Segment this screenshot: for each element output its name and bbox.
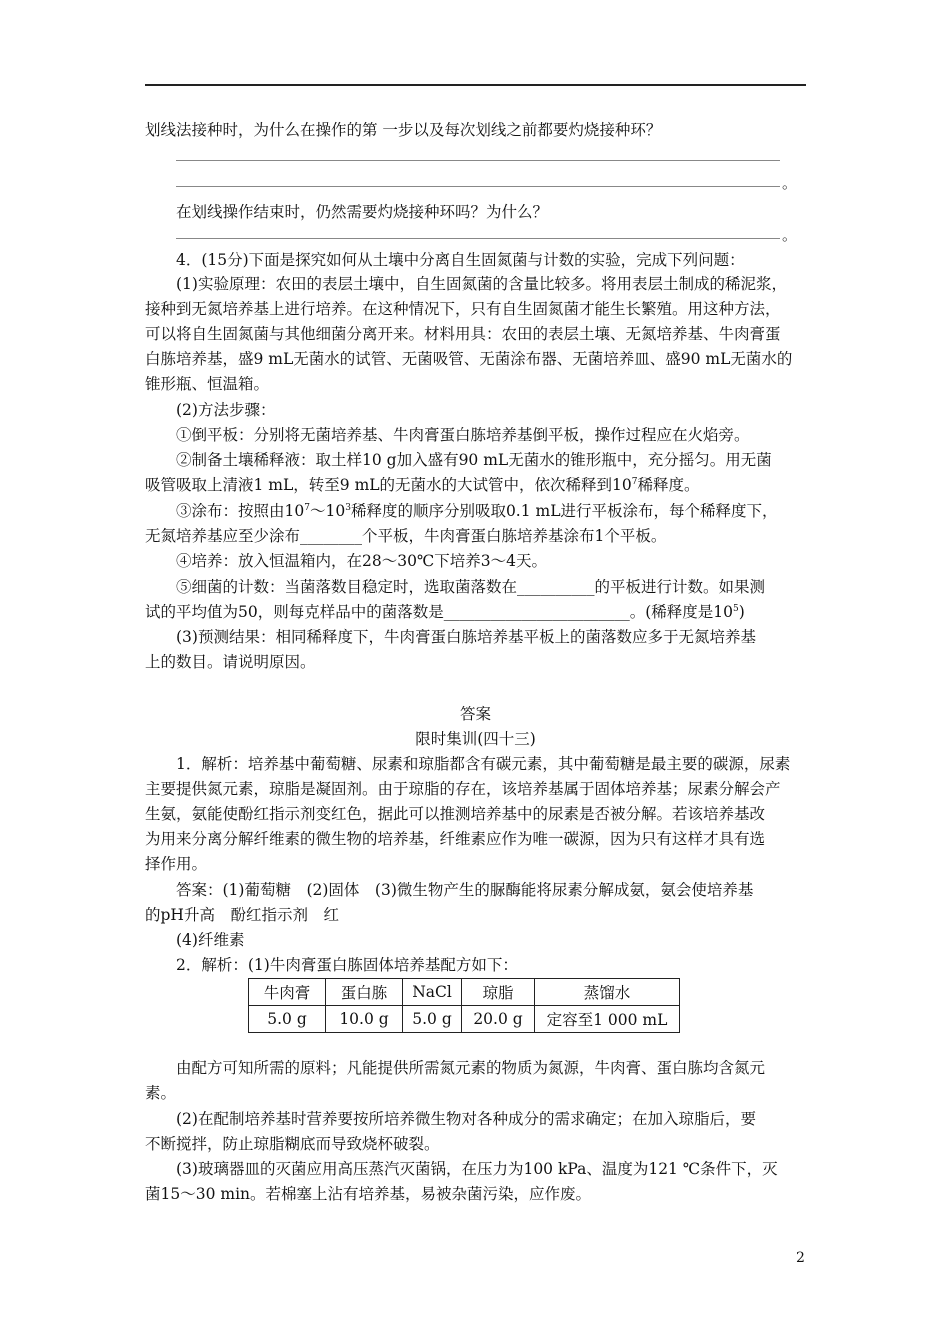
page-number: 2 <box>796 1250 805 1266</box>
table-header-cell: 蒸馏水 <box>535 979 680 1006</box>
table-row <box>249 1006 680 1033</box>
answer-2-intro: 2．解析：(1)牛肉膏蛋白胨固体培养基配方如下： <box>176 956 518 974</box>
answer-1-answer-4: (4)纤维素 <box>176 931 245 949</box>
q4-step-2: ②制备土壤稀释液：取土样10 g加入盛有90 mL无菌水的锥形瓶中，充分摇匀。用无菌 <box>176 451 772 469</box>
blank-end-mark: 。 <box>782 174 798 192</box>
answer-1-line: 为用来分离分解纤维素的微生物的培养基，纤维素应作为唯一碳源，因为只有这样才具有选 <box>145 830 766 848</box>
answers-subtitle: 限时集训(四十三) <box>415 730 536 748</box>
answer-1-answer-cont: 的pH升高 酚红指示剂 红 <box>145 906 339 924</box>
q4-principle-line: 白胨培养基，盛9 mL无菌水的试管、无菌吸管、无菌涂布器、无菌培养皿、盛90 mL无菌水的 <box>145 350 793 368</box>
answer-1-line: 生氨，氨能使酚红指示剂变红色，据此可以推测培养基中的尿素是否被分解。若该培养基改 <box>145 805 766 823</box>
answer-1-answer: 答案：(1)葡萄糖 (2)固体 (3)微生物产生的脲酶能将尿素分解成氨，氨会使培养基 <box>176 881 754 899</box>
q4-step-5-cont: 试的平均值为50，则每克样品中的菌落数是________________________。(稀释度是$10^5$) <box>145 603 745 621</box>
table-header-row <box>249 979 680 1006</box>
answer-blank-line <box>176 160 780 161</box>
answer-2-para-2: (2)在配制培养基时营养要按所培养微生物对各种成分的需求确定；在加入琼脂后，要 <box>176 1110 756 1128</box>
blank-end-mark: 。 <box>782 226 798 244</box>
q4-steps-title: (2)方法步骤： <box>176 401 276 419</box>
answer-blank-line <box>176 238 780 239</box>
answer-2-para-1-cont: 素。 <box>145 1084 177 1102</box>
q4-principle-line: 可以将自生固氮菌与其他细菌分离开来。材料用具：农田的表层土壤、无氮培养基、牛肉膏蛋 <box>145 325 781 343</box>
q4-step-3: ③涂布：按照由$10^7\sim 10^3$稀释度的顺序分别吸取0.1 mL进行平板涂布，每个稀释度下， <box>176 502 778 520</box>
table-header-cell: 蛋白胨 <box>326 979 403 1006</box>
q4-principle-line: 锥形瓶、恒温箱。 <box>145 375 270 393</box>
answers-title: 答案 <box>459 705 491 723</box>
answer-2-para-3-cont: 菌15～30 min。若棉塞上沾有培养基，易被杂菌污染，应作废。 <box>145 1185 592 1203</box>
answer-2-para-1: 由配方可知所需的原料；凡能提供所需氮元素的物质为氮源，牛肉膏、蛋白胨均含氮元 <box>176 1059 766 1077</box>
q3-question-1: 划线法接种时，为什么在操作的第 一步以及每次划线之前都要灼烧接种环？ <box>145 121 662 139</box>
q4-principle-line: (1)实验原理：农田的表层土壤中，自生固氮菌的含量比较多。将用表层土制成的稀泥浆， <box>176 275 787 293</box>
table-cell: 20.0 g <box>462 1006 535 1033</box>
answer-1-line: 择作用。 <box>145 855 208 873</box>
answer-2-para-3: (3)玻璃器皿的灭菌应用高压蒸汽灭菌锅，在压力为100 kPa、温度为121 ℃条件下，灭 <box>176 1160 778 1178</box>
q4-step-5: ⑤细菌的计数：当菌落数目稳定时，选取菌落数在__________的平板进行计数。如果测 <box>176 578 766 596</box>
q4-predict: (3)预测结果：相同稀释度下，牛肉膏蛋白胨培养基平板上的菌落数应多于无氮培养基 <box>176 628 756 646</box>
answer-1-line: 1．解析：培养基中葡萄糖、尿素和琼脂都含有碳元素，其中葡萄糖是最主要的碳源，尿素 <box>176 755 791 773</box>
table-cell: 10.0 g <box>326 1006 403 1033</box>
q4-header: 4．(15分)下面是探究如何从土壤中分离自生固氮菌与计数的实验，完成下列问题： <box>176 251 745 269</box>
answer-blank-line <box>176 186 780 187</box>
q4-principle-line: 接种到无氮培养基上进行培养。在这种情况下，只有自生固氮菌才能生长繁殖。用这种方法， <box>145 300 781 318</box>
table-cell: 5.0 g <box>403 1006 462 1033</box>
recipe-table <box>248 978 680 1033</box>
q4-step-1: ①倒平板：分别将无菌培养基、牛肉膏蛋白胨培养基倒平板，操作过程应在火焰旁。 <box>176 426 750 444</box>
table-cell: 定容至1 000 mL <box>535 1006 680 1033</box>
table-header-cell: 牛肉膏 <box>249 979 326 1006</box>
table-header-cell: NaCl <box>403 979 462 1006</box>
q3-question-2: 在划线操作结束时，仍然需要灼烧接种环吗？为什么？ <box>176 203 549 221</box>
table-cell: 5.0 g <box>249 1006 326 1033</box>
answer-2-para-2-cont: 不断搅拌，防止琼脂糊底而导致烧杯破裂。 <box>145 1135 440 1153</box>
table-header-cell: 琼脂 <box>462 979 535 1006</box>
header-rule <box>145 84 806 86</box>
answer-1-line: 主要提供氮元素，琼脂是凝固剂。由于琼脂的存在，该培养基属于固体培养基；尿素分解会产 <box>145 780 781 798</box>
q4-step-3-cont: 无氮培养基应至少涂布________个平板，牛肉膏蛋白胨培养基涂布1个平板。 <box>145 527 667 545</box>
q4-step-4: ④培养：放入恒温箱内，在28～30℃下培养3～4天。 <box>176 552 548 570</box>
q4-predict-cont: 上的数目。请说明原因。 <box>145 653 316 671</box>
q4-step-2-cont: 吸管吸取上清液1 mL，转至9 mL的无菌水的大试管中，依次稀释到$10^7$稀释度。 <box>145 476 700 494</box>
